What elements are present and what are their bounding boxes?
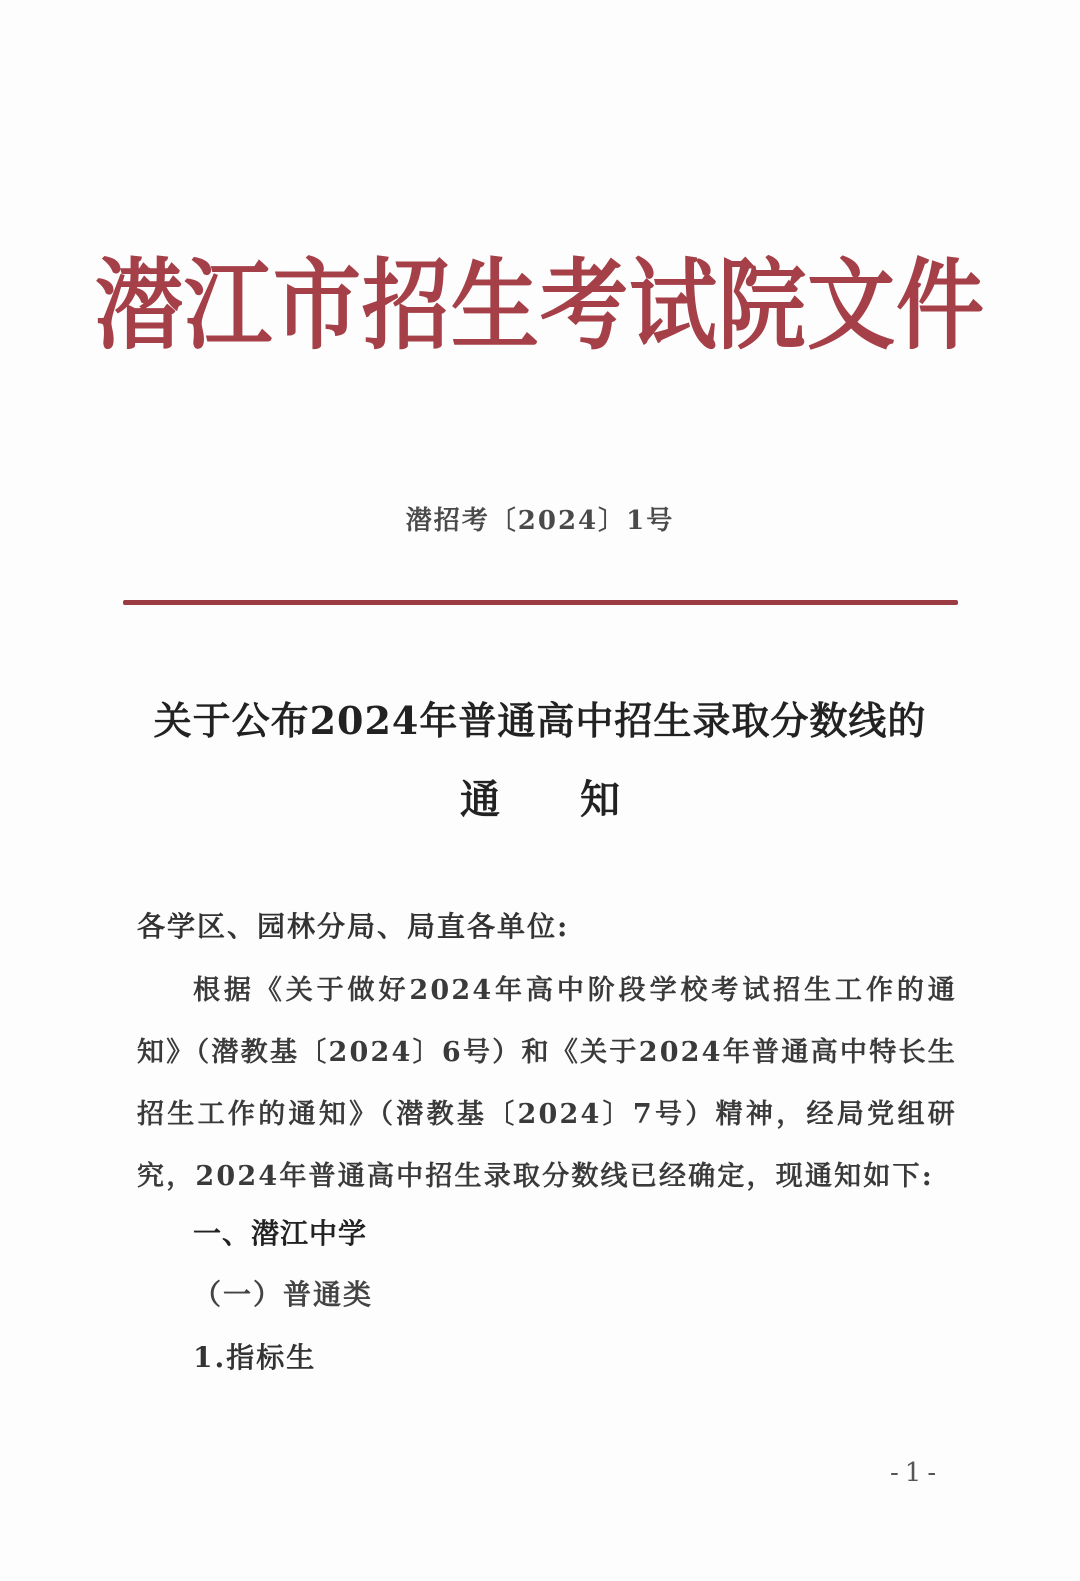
notice-title-char-1: 通 [460, 776, 500, 823]
header-divider-line [123, 600, 958, 605]
subsection-heading-1: （一）普通类 [193, 1278, 374, 1311]
document-header-title: 潜江市招生考试院文件 [94, 246, 985, 364]
body-paragraph: 根据《关于做好2024年高中阶段学校考试招生工作的通知》（潜教基〔2024〕6号）和《关于2024年普通高中特长生招生工作的通知》（潜教基〔2024〕7号）精神，经局党组研究，2024年普通高中招生录取分数线已经确定，现通知如下: [137, 975, 957, 1192]
item-heading-1: 1.指标生 [193, 1341, 317, 1374]
notice-title-line1: 关于公布2024年普通高中招生录取分数线的 [153, 698, 927, 743]
page-number: -1- [890, 1458, 943, 1488]
document-number: 潜招考〔2024〕1号 [405, 506, 675, 536]
notice-title-char-2: 知 [580, 776, 620, 823]
section-heading-1: 一、潜江中学 [193, 1217, 368, 1250]
notice-title-line2 [0, 768, 1080, 825]
salutation: 各学区、园林分局、局直各单位: [137, 910, 570, 943]
